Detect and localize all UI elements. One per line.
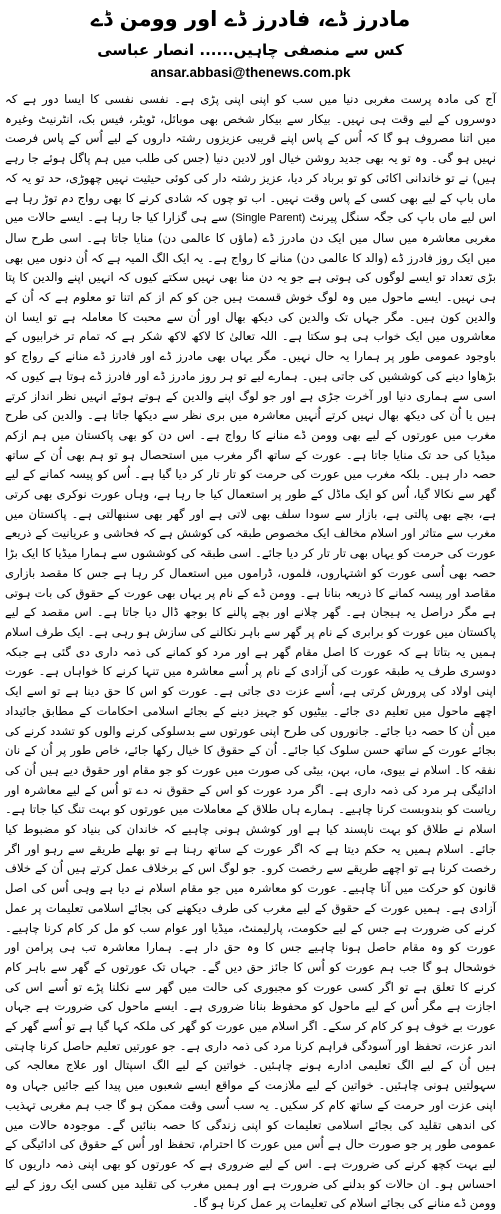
author-email: ansar.abbasi@thenews.com.pk bbox=[150, 65, 351, 80]
article-text-part-2: سے ہی گزارا کیا جا رہا ہے۔ ایسے حالات میں مغربی معاشرہ میں سال میں ایک دن مادرز ڈے (ماؤں کا عالمی دن) منایا جاتا ہے۔ اسی طرح سال میں ایک روز فادرز ڈے (والد کا عالمی دن) منانے کا رواج ہے۔ یہ ایک الگ المیہ ہے کہ اُن دنوں میں بھی بڑی تعداد تو ایسے لوگوں کی ہوتی ہے جو یہ دن منا بھی نہیں سکتے کیوں کہ انہیں اپنے والدین کا پتا ہی نہیں۔ ایسے ماحول میں وہ لوگ خوش قسمت ہیں جن کو کم از کم اتنا تو معلوم ہے کہ اُن کے والدین کون ہیں۔ مگر جہاں تک والدین کی دیکھ بھال اور اُن سے محبت کا معاملہ ہے تو ایسا ان معاشروں میں ایک خواب ہی ہو سکتا ہے۔ اللہ تعالیٰ کا لاکھ لاکھ شکر ہے کہ تمام تر خرابیوں کے باوجود عمومی طور پر ہمارا یہ حال نہیں۔ مگر یہاں بھی مادرز ڈے اور فادرز ڈے منانے کے رواج کو بڑھاوا دینے کی کوششیں کی جاتی ہیں۔ ہمارے لیے تو ہر روز مادرز ڈے اور فادرز ڈے ہوتا ہے کیوں کہ اسی سے ہماری دنیا اور آخرت جڑی ہے اور جو لوگ اپنے والدین کے ہوتے ہوئے انہیں نظر انداز کرتے ہیں یا اُن کی دیکھ بھال نہیں کرتے اُنہیں معاشرہ میں بری نظر سے دیکھا جاتا ہے۔ والدین کی طرح مغرب میں عورتوں کے لیے بھی وومن ڈے منانے کا رواج ہے۔ اس دن کو بھی پاکستان میں ہم ازکم میڈیا کی حد تک منایا جاتا ہے۔ عورت کے ساتھ اگر مغرب میں استحصال ہو تو ہم بھی اُن کے ساتھ حصہ دار ہیں۔ بلکہ مغرب میں عورت کی حرمت کو تار تار کر دیا گیا ہے۔ اُس کو پیسہ کمانے کے لیے گھر سے نکالا گیا، اُس کو ایک ماڈل کے طور پر استعمال کیا جا رہا ہے، وہاں عورت نوکری بھی کرتی ہے، بچے بھی پالتی ہے، بازار سے سودا سلف بھی لاتی ہے اور گھر بھی سنبھالتی ہے۔ پاکستان میں مغرب سے متاثر اور اسلام مخالف ایک مخصوص طبقہ کی کوشش ہے کہ فحاشی و عریانیت کے ذریعے عورت کی حرمت کو یہاں بھی تار تار کر دیا جائے۔ اسی طبقہ کی کوششوں سے ہمارا میڈیا کا ایک بڑا حصہ بھی اُسی عورت کو اشتہاروں، فلموں، ڈراموں میں استعمال کر رہا ہے جس کا مقصد بازاری مقاصد اور پیسہ کمانے کا ذریعہ بنانا ہے۔ وومن ڈے کے نام پر یہاں بھی عورت کے حقوق کی بات ہوتی ہے مگر دراصل یہ ہیجان ہے۔ گھر چلانے اور بچے پالنے کا بوجھ ڈال دیا جاتا ہے۔ اس مقصد کے لیے پاکستان میں عورت کو برابری کے نام پر گھر سے باہر نکالنے کی سازش ہو رہی ہے۔ ایک طرف اسلام ہمیں یہ بتاتا ہے کہ عورت کا اصل مقام گھر ہے اور مرد کو کمانے کی ذمہ داری دی گئی ہے جبکہ دوسری طرف یہ طبقہ عورت کی آزادی کے نام پر اُسے معاشرہ میں تنہا کرنے کا خواہاں ہے۔ عورت اپنی اولاد کی پرورش کرتی ہے، اُسے عزت دی جاتی ہے۔ عورت کو اس کا حق دینا ہے تو اسے ایک اچھے ماحول میں تعلیم دی جائے۔ بیٹیوں کو جہیز دینے کے بجائے اسلامی احکامات کے مطابق جائیداد میں اُن کا حصہ دیا جائے۔ جانوروں کی طرح اپنی عورتوں سے بدسلوکی کرنے والوں کو تشدد کرنے کی بجائے عورت کے ساتھ حسن سلوک کیا جائے۔ اُن کے حقوق کا خیال رکھا جائے، خاص طور پر اُن کے نان نفقہ کا۔ اسلام نے بیوی، ماں، بہن، بیٹی کی صورت میں عورت کو جو مقام اور حقوق دیے ہیں اُن کی ادائیگی ہر مرد کی ذمہ داری ہے۔ اگر مرد عورت کو اس کے حقوق نہ دے تو اُس کے لیے معاشرہ اور ریاست کو بندوبست کرنا چاہیے۔ ہمارے ہاں طلاق کے معاملات میں عورتوں کو بہت تنگ کیا جاتا ہے۔ اسلام نے طلاق کو بہت ناپسند کیا ہے اور کوشش ہونی چاہیے کہ خاندان کی بنیاد کو مضبوط کیا جائے۔ اسلام ہمیں یہ حکم دیتا ہے کہ اگر عورت کے ساتھ رہنا ہے تو بھلے طریقے سے رہو اور اگر رخصت کرنا ہے تو اچھے طریقے سے رخصت کرو۔ جو لوگ اس کے برخلاف عمل کرتے ہیں اُن کے خلاف قانون کو حرکت میں آنا چاہیے۔ عورت کو معاشرہ میں جو مقام اسلام نے دیا ہے وہی اُس کی اصل آزادی ہے۔ ہمیں عورت کے حقوق کے لیے مغرب کی طرف دیکھنے کی بجائے اسلامی تعلیمات پر عمل کرنے کی ضرورت ہے جس کے لیے حکومت، پارلیمنٹ، میڈیا اور عوام سب کو مل کر کام کرنا چاہیے۔ عورت کو وہ مقام حاصل ہونا چاہیے جس کا وہ حق دار ہے۔ ہمارا معاشرہ تب ہی پرامن اور خوشحال ہو گا جب ہم عورت کو اُس کا جائز حق دیں گے۔ جہاں تک عورتوں کے گھر سے باہر کام کرنے کا تعلق ہے تو اگر کسی عورت کو مجبوری کی حالت میں گھر سے نکلنا پڑے تو اُسے اس کی اجازت ہے مگر اُس کے لیے ماحول کو محفوظ بنانا ضروری ہے۔ ایسے ماحول کی ضرورت ہے جہاں عورت بے خوف ہو کر کام کر سکے۔ اگر اسلام میں عورت کو گھر کی ملکہ کہا گیا ہے تو اُسے گھر کے اندر عزت، تحفظ اور آسودگی فراہم کرنا مرد کی ذمہ داری ہے۔ جو عورتیں تعلیم حاصل کرنا چاہتی ہیں اُن کے لیے الگ تعلیمی ادارے ہونے چاہئیں۔ خواتین کے لیے الگ اسپتال اور علاج معالجہ کی سہولتیں ہونی چاہئیں۔ خواتین کے لیے ملازمت کے مواقع ایسے شعبوں میں پیدا کیے جائیں جہاں وہ اپنی عزت اور حرمت کے ساتھ کام کر سکیں۔ یہ سب اُسی وقت ممکن ہو گا جب ہم مغربی تہذیب کی اندھی تقلید کی بجائے اسلامی تعلیمات کو اپنی زندگی کا حصہ بنائیں گے۔ موجودہ حالات میں عمومی طور پر جو صورت حال ہے اُس میں عورت کا احترام، تحفظ اور اُس کے حقوق کی ادائیگی کے لیے بہت کچھ کرنے کی ضرورت ہے۔ اس کے لیے ضروری ہے کہ عورتوں کو بھی اپنی ذمہ داریوں کا احساس ہو۔ ان حالات کو بدلنے کی ضرورت ہے اور ہمیں مغرب کی تقلید میں کسی ایک روز کے لیے وومن ڈے منانے کی بجائے اسلام کی تعلیمات پر عمل کرنا ہو گا۔ bbox=[5, 210, 496, 1211]
article-byline: کس سے منصفی چاہیں...... انصار عباسی bbox=[97, 41, 404, 59]
article-paragraph bbox=[5, 90, 496, 1214]
article-title: مادرز ڈے، فادرز ڈے اور وومن ڈے bbox=[90, 7, 411, 31]
article-latin-term: (Single Parent) bbox=[231, 212, 306, 225]
article-text-part-1: آج کی مادہ پرست مغربی دنیا میں سب کو اپنی اپنی پڑی ہے۔ نفسی نفسی کا ایسا دور ہے کہ دوسروں کے لیے وقت ہی نہیں۔ بیکار سے بیکار شخص بھی موبائل، ٹویٹر، فیس بک، انٹرنیٹ وغیرہ میں اتنا مصروف ہو گا کہ اُس کے پاس اپنے قریبی عزیزوں رشتہ داروں کے لیے اُس کے پاس فرصت نہیں ہو گی۔ وہ تو یہ بھی جدید روشن خیال اور لادین دنیا (جس کی طلب میں ہم پاگل ہوئے جا رہے ہیں) نے تو خاندانی اکائی کو تو برباد کر دیا، عزیز رشتہ دار کی کوئی حیثیت نہیں چھوڑی، حد تو یہ کہ ماں باپ کے لیے بھی کسی کے پاس وقت نہیں۔ اب تو چوں کہ شادی کرنے کا بھی رواج دم توڑ رہا ہے اس لیے ماں باپ کی جگہ سنگل پیرنٹ bbox=[5, 92, 496, 225]
article-body bbox=[5, 90, 496, 1214]
